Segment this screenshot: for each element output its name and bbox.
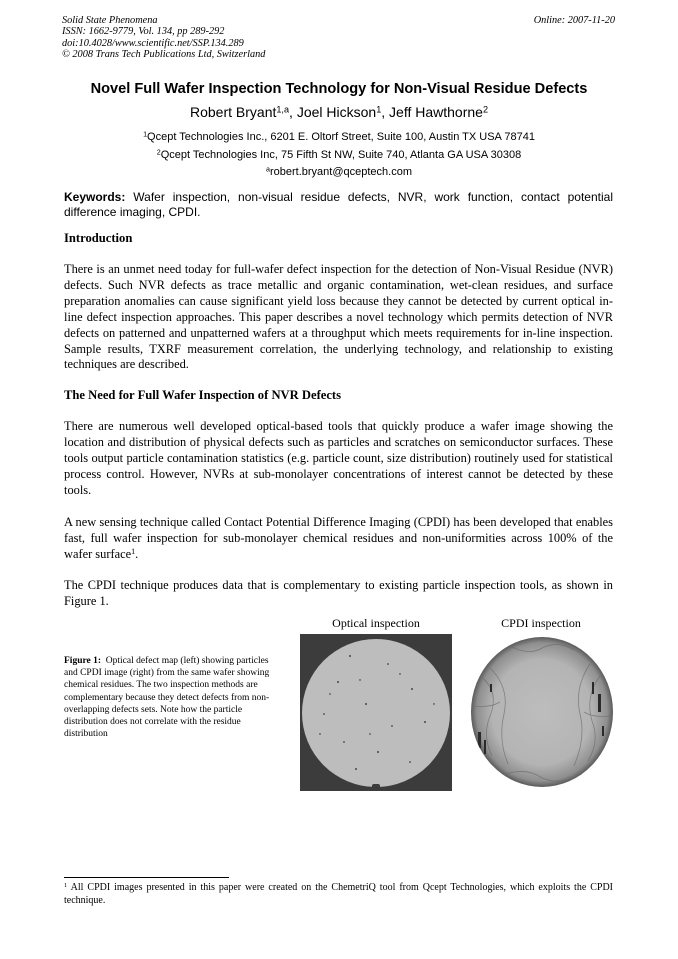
affiliation-1: [40, 131, 638, 143]
cpdi-wafer-disc: [471, 637, 613, 787]
author-email: [40, 166, 638, 178]
affiliation-mark: 2: [156, 148, 161, 157]
caption-text: Optical defect map (left) showing particles and CPDI image (right) from the same wafer showing chemical residues. The two inspection methods are complementary because they detect defects from non-overlapping defects sets. Note how the particle distribution does not correlate with the residue distribution: [64, 656, 270, 740]
author-name: Joel Hickson: [296, 104, 377, 120]
author-affiliation-mark: 2: [482, 104, 488, 115]
paragraph-text: The CPDI technique produces data that is complementary to existing particle inspection tools, as shown in Figure 1.: [64, 578, 613, 608]
author-separator: ,: [289, 104, 297, 120]
author-affiliation-mark: 1: [376, 104, 382, 115]
keywords: [64, 190, 613, 220]
wafer-notch: [372, 784, 380, 789]
affiliation-text: Qcept Technologies Inc., 6201 E. Oltorf Street, Suite 100, Austin TX USA 78741: [147, 131, 535, 143]
affiliation-mark: a: [266, 165, 270, 174]
journal-name: Solid State Phenomena: [62, 15, 158, 26]
issn-line: ISSN: 1662-9779, Vol. 134, pp 289-292: [62, 26, 225, 38]
optical-inspection-image: [300, 634, 452, 791]
copyright-line: © 2008 Trans Tech Publications Ltd, Switzerland: [62, 49, 266, 61]
footnote: [64, 882, 613, 908]
affiliation-mark: 1: [143, 130, 148, 139]
email-text: robert.bryant@qceptech.com: [269, 166, 412, 178]
footnote-text: All CPDI images presented in this paper were created on the ChemetriQ tool from Qcept Technologies, which exploits the CPDI technique.: [64, 882, 614, 906]
online-date: Online: 2007-11-20: [533, 15, 615, 26]
cpdi-inspection-image: [470, 636, 614, 788]
author-name: Robert Bryant: [190, 104, 277, 120]
footnote-mark: 1: [64, 881, 68, 889]
affiliation-2: [40, 149, 638, 161]
wafer-disc: [302, 639, 450, 787]
paragraph-text: There is an unmet need today for full-wafer defect inspection for the detection of Non-Visual Residue (NVR) defects. Such NVR defects as trace metallic and organic contamination, wet-clean residues, and surface preparation anomalies can cause significant yield loss because they cannot be detected by current optical in-line defect inspection approaches. This paper describes a novel technology which permits detection of NVR defects on patterned and unpatterned wafers at a throughput which meets requirements for in-line inspection. Sample results, TXRF measurement correlation, the underlying technology, and relationship to existing techniques are described.: [64, 262, 613, 372]
author-name: Jeff Hawthorne: [389, 104, 483, 120]
paragraph-text: A new sensing technique called Contact Potential Difference Imaging (CPDI) has been developed that enables fast, full wafer inspection for sub-monolayer chemical residues and non-uniformities across 100% of the wafer surface: [64, 515, 613, 561]
figure-label-optical: Optical inspection: [332, 616, 420, 630]
section-heading-need: The Need for Full Wafer Inspection of NVR Defects: [64, 388, 342, 402]
doi-line: doi:10.4028/www.scientific.net/SSP.134.289: [62, 37, 244, 49]
figure-caption: [64, 655, 284, 740]
paragraph-text: There are numerous well developed optical-based tools that quickly produce a wafer image showing the location and distribution of physical defects such as particles and scratches on semiconductor surfaces. These tools output particle contamination statistics (e.g. particle count, size distribution) routinely used for statistical process control. However, NVRs at sub-monolayer concentrations of interest cannot be detected by these tools.: [64, 419, 613, 497]
need-paragraph-1: [64, 419, 613, 499]
footnote-ref: 1: [131, 546, 136, 556]
author-separator: ,: [381, 104, 390, 120]
journal-header: [62, 15, 265, 61]
author-list: [40, 104, 638, 120]
figure-label-cpdi: CPDI inspection: [501, 616, 581, 630]
need-paragraph-2: [64, 515, 613, 563]
keywords-text: Wafer inspection, non-visual residue defects, NVR, work function, contact potential difference imaging, CPDI.: [64, 190, 613, 219]
author-affiliation-mark: 1,a: [276, 104, 290, 115]
intro-paragraph: [64, 262, 613, 373]
section-heading-introduction: Introduction: [64, 231, 133, 245]
paragraph-end: .: [135, 546, 139, 561]
footnote-divider: [64, 877, 229, 878]
affiliation-text: Qcept Technologies Inc, 75 Fifth St NW, Suite 740, Atlanta GA USA 30308: [160, 149, 522, 161]
keywords-label: Keywords:: [64, 190, 126, 204]
need-paragraph-3: [64, 578, 613, 610]
paper-title: Novel Full Wafer Inspection Technology for Non-Visual Residue Defects: [90, 81, 588, 97]
caption-label: Figure 1:: [64, 656, 102, 666]
